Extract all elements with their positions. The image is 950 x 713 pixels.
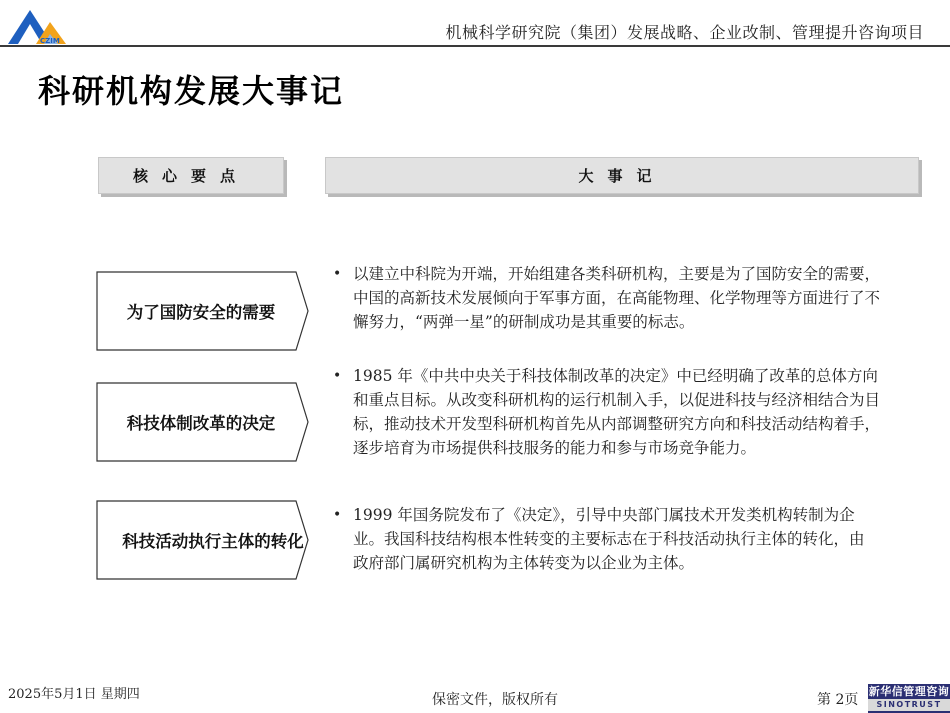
event-text: 1999 年国务院发布了《决定》，引导中央部门属技术开发类机构转制为企业。我国科技结构根本性转变的主要标志在于科技活动执行主体的转化，由政府部门属研究机构为主体转变为以企业为主体。 <box>353 506 865 572</box>
bullet: • <box>333 507 342 523</box>
event-item <box>333 503 878 575</box>
event-text: 以建立中科院为开端，开始组建各类科研机构，主要是为了国防安全的需要，中国的高新技术发展倾向于军事方面，在高能物理、化学物理等方面进行了不懈努力，“两弹一星”的研制成功是其重要的标志。 <box>353 265 881 331</box>
key-point-label: 为了国防安全的需要 <box>126 303 276 322</box>
page-title: 科研机构发展大事记 <box>38 72 345 110</box>
footer-date: 2025年5月1日 星期四 <box>8 687 140 702</box>
key-point-box <box>96 271 310 351</box>
event-item <box>333 262 895 334</box>
logo-text: CZIM <box>40 37 60 45</box>
events-header: 大事记 <box>325 157 919 194</box>
event-item <box>333 364 893 460</box>
bullet: • <box>333 368 342 384</box>
key-point-label: 科技活动执行主体的转化 <box>122 532 304 551</box>
key-point-box <box>96 382 310 462</box>
project-title: 机械科学研究院（集团）发展战略、企业改制、管理提升咨询项目 <box>445 23 924 42</box>
event-text: 1985 年《中共中央关于科技体制改革的决定》中已经明确了改革的总体方向和重点目标。从改变科研机构的运行机制入手，以促进科技与经济相结合为目标，推动技术开发型科研机构首先从内部调整研究方向和科技活动结构着手，逐步培育为市场提供科技服务的能力和参与市场竞争能力。 <box>353 367 881 457</box>
key-point-label: 科技体制改革的决定 <box>126 414 276 433</box>
brand-logo <box>868 684 950 713</box>
confidential-notice: 保密文件，版权所有 <box>432 692 558 708</box>
key-point-box <box>96 500 310 580</box>
key-points-header: 核心要点 <box>98 157 284 194</box>
brand-name-cn: 新华信管理咨询 <box>868 685 950 698</box>
bullet: • <box>333 266 342 282</box>
header-divider <box>0 45 950 47</box>
page-number: 第 2页 <box>817 692 859 708</box>
brand-name-en: SINOTRUST <box>868 699 950 711</box>
company-logo <box>6 6 72 46</box>
